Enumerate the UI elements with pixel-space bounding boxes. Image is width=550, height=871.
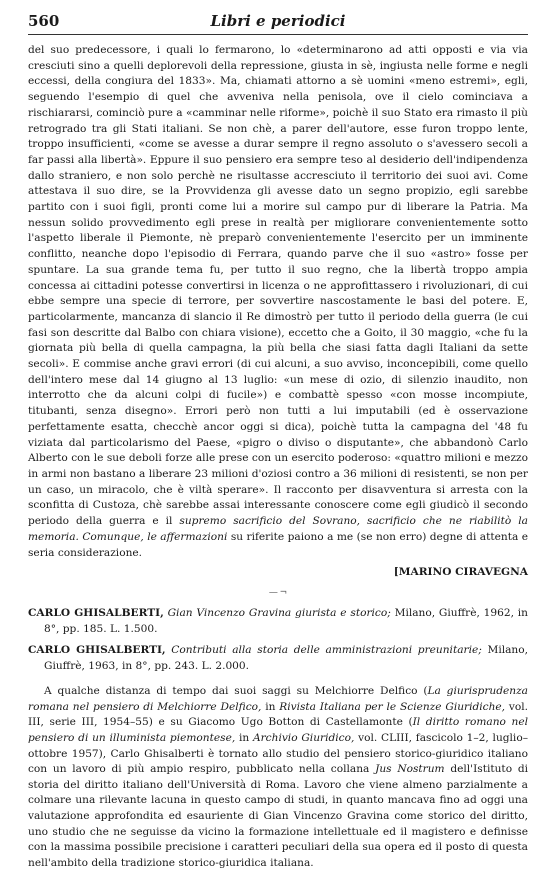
bibliography-entry: [28, 606, 528, 637]
review-italic: Archivio Giuridico,: [252, 731, 355, 744]
entry-title: Gian Vincenzo Gravina giurista e storico;: [167, 607, 391, 620]
reviewer-signature: [MARINO CIRAVEGNA: [393, 566, 528, 579]
review-italic: Rivista Italiana per le Scienze Giuridiche,: [279, 700, 506, 713]
running-title: Libri e periodici: [210, 12, 346, 30]
entry-title: Contributi alla storia delle amministrazioni preunitarie;: [171, 644, 482, 657]
review-italic: La giurisprudenza romana nel pensiero di Melchiorre Delfico,: [28, 685, 528, 713]
review-text: A qualche distanza di tempo dai suoi saggi su Melchiorre Delfico (: [44, 685, 428, 698]
page-number: 560: [28, 12, 60, 30]
review-italic: Il diritto romano nel pensiero di un illuminista piemontese,: [28, 716, 528, 744]
entry-author: CARLO GHISALBERTI,: [28, 607, 164, 620]
page-header: [28, 12, 528, 35]
review-text: dell'Istituto di storia del diritto italiano dell'Università di Roma. Lavoro che viene almeno parzialmente a colmare una rilevante lacuna in questo campo di studi, in quanto mancava fino ad oggi una valutazione approfondita ed esauriente di Gian Vincenzo Gravina come storico del diritto, uno studio che ne seguisse da vicino la formazione intellettuale ed il magistero e definisse con la massima possibile precisione i caratteri peculiari della sua opera ed il posto di questa nell'ambito della tradizione storico-giuridica italiana.: [28, 763, 528, 869]
body-paragraph-end: su riferite paiono a me (se non erro) degne di attenta e seria considerazione.: [28, 530, 528, 559]
italic-phrase: supremo sacrificio del Sovrano, sacrificio che ne riabilitò la memoria. Comunque, le affermazioni: [28, 515, 528, 543]
review-text: in: [261, 700, 280, 713]
section-separator: — ¬: [268, 588, 288, 599]
entry-author: CARLO GHISALBERTI,: [28, 644, 166, 657]
review-paragraph: [28, 684, 528, 871]
review-text: in: [235, 731, 253, 744]
entry-details: Milano, Giuffrè, 1962, in 8°, pp. 185. L. 1.500.: [44, 607, 528, 635]
book-page: [28, 12, 528, 871]
review-italic: Jus Nostrum: [375, 763, 445, 776]
entry-details: Milano, Giuffrè, 1963, in 8°, pp. 243. L. 2.000.: [44, 644, 528, 672]
review-continuation: [28, 43, 528, 561]
review-text: vol. CLIII, fascicolo 1–2, luglio–ottobre 1957), Carlo Ghisalberti è tornato allo studio del pensiero storico-giuridico italiano con un lavoro di più ampio respiro, pubblicato nella collana: [28, 731, 528, 776]
review-text: vol. III, serie III, 1954–55) e su Giacomo Ugo Botton di Castellamonte (: [28, 700, 528, 729]
bibliography-entry: [28, 643, 528, 674]
body-paragraph-text: del suo predecessore, i quali lo fermarono, lo «determinarono ad atti opposti e via via cresciuti sino a quelli deplorevoli della repressione, giusta in sè, ingiusta nelle forme e negli eccessi, della congiura del 1833». Ma, chiamati attorno a sè uomini «meno estremi», egli, seguendo l'esempio di quel che avveniva nella penisola, ove il cielo cominciava a rischiararsi, cominciò pure a «camminar nelle riforme», poichè il suo Stato era rimasto il più retrogrado tra gli Stati italiani. Se non chè, a parer dell'autore, esse furon troppo lente, troppo insufficienti, «come se avesse a durar sempre il regno assoluto o s'avessero secoli a far passi alla libertà». Eppure il suo pensiero era sempre teso al desiderio dell'indipendenza dallo straniero, e non solo perchè ne risultasse accresciuto il territorio dei suoi avi. Come attestava il suo dire, se la Provvidenza gli avesse dato un segno propizio, egli sarebbe partito con i suoi figli, pronti come lui a morire sul campo pur di liberare la Patria. Ma nessun solido provvedimento egli prese in realtà per migliorare convenientemente sotto l'aspetto liberale il Piemonte, nè preparò convenientemente l'esercito per un imminente conflitto, neanche dopo l'episodio di Ferrara, quando parve che il suo «astro» fosse per spuntare. La sua grande tema fu, per tutto il suo regno, che la libertà troppo ampia concessa ai cittadini potesse convertirsi in licenza o ne approfittassero i rivoluzionari, di cui ebbe sempre una specie di terrore, per sovvertire nascostamente le basi del potere. E, particolarmente, mancanza di slancio il Re dimostrò per tutto il periodo della guerra (le cui fasi son descritte dal Balbo con chiara visione), eccetto che a Goito, il 30 maggio, «che fu la giornata più bella di quella campagna, la più bella che siasi fatta dagli Italiani da sette secoli». E commise anche gravi errori (di cui alcuni, a suo avviso, inconcepibili, come quello dell'intero mese dal 14 giugno al 13 luglio: «un mese di ozio, di silenzio inaudito, non interrotto che da alcuni colpi di fucile») e combattè spesso «con mosse incompiute, titubanti, senza disegno». Errori però non tutti a lui imputabili (ed è osservazione perfettamente esatta, checchè ancor oggi si dica), poichè tutta la campagna del '48 fu viziata dal particolarismo del Paese, «pigro o diviso o disputante», che abbandonò Carlo Alberto con le sue deboli forze alle prese con un esercito poderoso: «quattro milioni e mezzo in armi non bastano a liberare 23 milioni d'oziosi contro a 36 milioni di resistenti, se non per un caso, un miracolo, che è viltà sperare». Il racconto per disavventura si arresta con la sconfitta di Custoza, chè sarebbe assai interessante conoscere come egli giudicò il secondo periodo della guerra e il: [28, 44, 528, 528]
body-paragraph: [28, 43, 528, 561]
